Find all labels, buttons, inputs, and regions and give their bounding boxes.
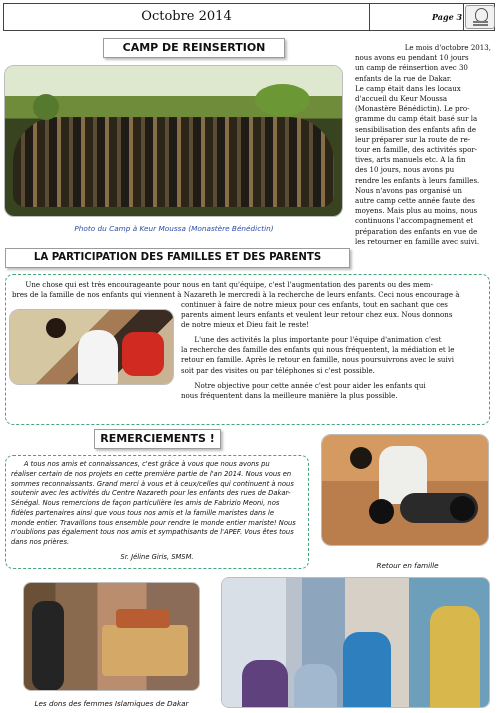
thanks-section-heading: REMERCIEMENTS ! bbox=[94, 429, 221, 449]
families-right-line: soit par des visites ou par téléphones si c'est possible. bbox=[181, 365, 375, 375]
thanks-line: n'oublions pas également tous nos amis et sympathisants de l'APEF. Vous êtes tous bbox=[11, 528, 294, 537]
camp-article-line: nous avons eu pendant 10 jours bbox=[355, 53, 469, 63]
camp-article-line: tour en famille, des activités spor- bbox=[355, 145, 478, 155]
camp-article-line: continuons l'accompagnement et bbox=[355, 216, 474, 226]
thanks-line: sommes reconnaissants. Grand merci à vous et à ceux/celles qui continuent à nous bbox=[11, 479, 294, 488]
thanks-line: réaliser certain de nos projets en cette première partie de l'an 2014. Nous vous en bbox=[11, 469, 292, 478]
camp-article-line: un camp de réinsertion avec 30 bbox=[355, 63, 468, 73]
thanks-line: dans nos prières. bbox=[11, 538, 70, 547]
camp-article-line: leur préparer sur la route de re- bbox=[355, 134, 471, 144]
thanks-line: monde entier. Travaillons tous ensemble pour rendre le monde entier mariste! Nous bbox=[11, 518, 296, 527]
donations-caption: Les dons des femmes Islamiques de Dakar bbox=[34, 699, 189, 708]
families-right-line: nous fréquentent dans la meilleure manière la plus possible. bbox=[181, 390, 398, 400]
families-right-line: L'une des activités la plus importante pour l'équipe d'animation c'est bbox=[194, 335, 442, 345]
families-right-line: Notre objective pour cette année c'est pour aider les enfants qui bbox=[194, 380, 426, 390]
families-intro-line-1: Une chose qui est très encourageante pour nous en tant qu'équipe, c'est l'augmentation des parents ou des mem- bbox=[25, 280, 433, 289]
camp-article bbox=[355, 43, 491, 265]
return-home-photo bbox=[321, 434, 489, 546]
camp-article-line: rendre les enfants à leurs familles. bbox=[355, 175, 480, 185]
camp-article-line: sensibilisation des enfants afin de bbox=[355, 124, 477, 134]
page-header bbox=[3, 3, 495, 31]
newsletter-month-title: Octobre 2014 bbox=[4, 4, 370, 30]
camp-article-line: Le camp était dans les locaux bbox=[355, 83, 461, 93]
camp-article-line: Le mois d'octobre 2013, bbox=[404, 43, 491, 52]
camp-article-line: des 10 jours, nous avons pu bbox=[355, 165, 455, 175]
families-right-line: parents aiment leurs enfants et veulent leur retour chez eux. Nous donnons bbox=[181, 310, 453, 320]
camp-article-line: Nous n'avons pas organisé un bbox=[355, 185, 462, 195]
camp-article-line: d'accueil du Keur Moussa bbox=[355, 94, 448, 104]
families-right-line: la recherche des famille des enfants qui nous fréquentent, la médiation et le bbox=[181, 345, 455, 355]
thanks-line: A tous nos amis et connaissances, c'est grâce à vous que nous avons pu bbox=[23, 460, 270, 468]
thanks-line: fidèles partenaires ainsi que vous tous nos amis et la famille maristes dans le bbox=[11, 508, 274, 517]
families-photo bbox=[9, 309, 174, 385]
community-photo bbox=[221, 577, 490, 708]
camp-section-heading: CAMP DE REINSERTION bbox=[103, 38, 285, 58]
page-number: Page 3 bbox=[370, 4, 464, 30]
donations-photo bbox=[23, 582, 200, 691]
camp-article-line: autre camp cette année faute des bbox=[355, 196, 475, 206]
camp-article-line: préparation des enfants en vue de bbox=[355, 226, 478, 236]
camp-article-line: moyens. Mais plus au moins, nous bbox=[355, 206, 478, 216]
thanks-line: soutenir avec les activités du Centre Nazareth pour les enfants des rues de Dakar- bbox=[11, 489, 291, 498]
thanks-article bbox=[11, 460, 303, 563]
camp-article-line: gramme du camp était basé sur la bbox=[355, 114, 478, 124]
families-intro-line-2: bres de la famille de nos enfants qui viennent à Nazareth le mercredi à la recherche de leurs enfants. Ceci nous encourage à bbox=[12, 290, 460, 299]
camp-photo-caption: Photo du Camp à Keur Moussa (Monastère Bénédictin) bbox=[74, 224, 274, 233]
camp-article-line: (Monastère Bénédictin). Le pro- bbox=[355, 104, 470, 114]
families-right-line: de notre mieux et Dieu fait le reste! bbox=[181, 320, 310, 330]
camp-group-photo bbox=[4, 65, 343, 217]
return-home-caption: Retour en famille bbox=[376, 561, 439, 570]
camp-article-line: tives, arts manuels etc. A la fin bbox=[355, 155, 466, 165]
families-right-line: retour en famille. Après le retour en famille, nous poursuivrons avec le suivi bbox=[181, 355, 454, 365]
thanks-line: Sénégal. Nous remercions de façon particulière les amis de Fabrizio Meoni, nos bbox=[11, 499, 280, 508]
families-right-line: continuer à faire de notre mieux pour ces enfants, tout en sachant que ces bbox=[181, 300, 448, 309]
thanks-signature: Sr. Jéline Giris, SMSM. bbox=[120, 553, 194, 562]
camp-article-line: les retourner en famille avec suivi. bbox=[355, 236, 480, 246]
camp-article-line: enfants de la rue de Dakar. bbox=[355, 73, 452, 83]
families-section-heading: LA PARTICIPATION DES FAMILLES ET DES PARENTS bbox=[5, 248, 350, 268]
families-right-column bbox=[181, 300, 485, 401]
organization-logo bbox=[465, 5, 495, 29]
